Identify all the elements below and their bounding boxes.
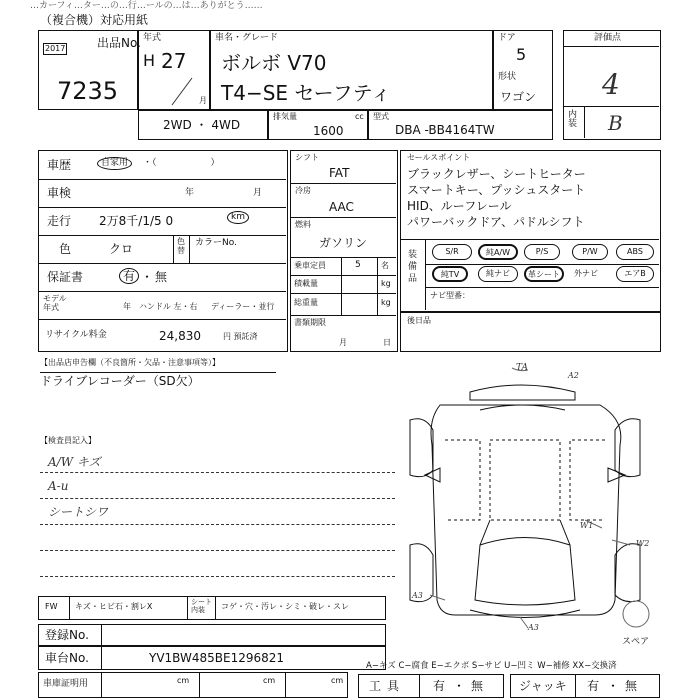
notes-text: ドライブレコーダー（SD欠） xyxy=(40,374,200,388)
drive-value: 2WD ・ 4WD xyxy=(163,118,241,132)
capacity-label: 乗車定員 xyxy=(294,261,326,270)
displacement-label: 排気量 xyxy=(273,112,297,121)
diagram-mark-w1: W1 xyxy=(580,521,594,530)
docs-month: 月 xyxy=(339,338,347,347)
mileage-unit: km xyxy=(227,211,249,224)
model-label: 車名・グレード xyxy=(215,33,279,43)
recycle-label: リサイクル料金 xyxy=(45,330,107,340)
registration-label: 登録No. xyxy=(45,628,89,642)
weight-unit: kg xyxy=(381,298,391,307)
registration-row xyxy=(38,624,386,646)
fuel-label: 燃料 xyxy=(295,220,311,229)
fw-label: FW xyxy=(45,602,58,611)
lot-label: 出品No. xyxy=(97,36,141,50)
color-value: クロ xyxy=(109,242,134,256)
model-name: ボルボ V70 xyxy=(221,51,327,75)
tools-yes: 有 xyxy=(433,679,446,693)
equip-navi: 純ナビ xyxy=(478,266,518,282)
doors-value: 5 xyxy=(516,45,527,64)
warranty-sep: ・ xyxy=(141,270,154,284)
inspection-month-unit: 月 xyxy=(253,188,263,198)
seat-interior-text: コゲ・穴・汚レ・シミ・破レ・スレ xyxy=(221,602,349,611)
sales-line-1: ブラックレザー、シートヒーター xyxy=(407,167,586,181)
body-type-label: 形状 xyxy=(498,72,517,82)
weight-label: 総重量 xyxy=(294,298,318,307)
rating-score: 4 xyxy=(602,68,620,101)
history-rest: ・（ ） xyxy=(143,158,220,168)
equip-tv: 純TV xyxy=(432,266,468,282)
inspector-line-3: シートシワ xyxy=(48,505,109,519)
warranty-yes: 有 xyxy=(119,268,139,284)
mileage-label: 走行 xyxy=(47,214,72,228)
docs-label: 書類期限 xyxy=(294,318,326,327)
lot-year-tag: 2017 xyxy=(45,44,66,53)
lot-number: 7235 xyxy=(57,77,119,105)
shift-value: FAT xyxy=(329,166,350,180)
diagram-mark-a3-left: A3 xyxy=(412,591,423,600)
ac-label: 冷房 xyxy=(295,186,311,195)
ac-value: AAC xyxy=(329,200,354,214)
docs-day: 日 xyxy=(383,338,391,347)
inspector-label: 【検査員記入】 xyxy=(40,436,96,445)
form-type-note: （複合機）対応用紙 xyxy=(40,13,149,27)
mileage-value: 2万8千/1/5 0 xyxy=(99,214,174,228)
color-label: 色 xyxy=(59,242,72,256)
year-value: 27 xyxy=(161,49,187,73)
inspection-label: 車検 xyxy=(47,186,72,200)
cert-label: 車庫証明用 xyxy=(43,679,89,689)
displacement-unit: cc xyxy=(355,112,364,121)
cert-row xyxy=(38,672,348,698)
load-label: 積載量 xyxy=(294,279,318,288)
equip-leather-seat: 革シート xyxy=(524,266,564,282)
fuel-value: ガソリン xyxy=(319,236,368,250)
chassis-label: 車台No. xyxy=(45,651,89,665)
warranty-no: 無 xyxy=(155,270,168,284)
interior-label: 内装 xyxy=(568,110,578,129)
inspection-year-unit: 年 xyxy=(185,188,195,198)
inspector-line-1: A/W キズ xyxy=(48,455,101,469)
equip-abs: ABS xyxy=(616,244,654,260)
recycle-unit: 円 預託済 xyxy=(223,332,258,341)
equip-airbag: エアB xyxy=(616,266,654,282)
equip-pw: P/W xyxy=(572,244,608,260)
cert-cm-2: cm xyxy=(263,676,276,685)
equip-alloy-wheel: 純A/W xyxy=(478,244,518,260)
model-code-label: 型式 xyxy=(373,112,389,121)
sales-line-3: HID、ルーフレール xyxy=(407,199,512,213)
capacity-unit: 名 xyxy=(381,261,389,270)
model-year-label: モデル年式 xyxy=(43,294,67,312)
history-label: 車歴 xyxy=(47,158,72,172)
recycle-value: 24,830 xyxy=(159,329,201,343)
jack-box: ジャッキ 有 ・ 無 xyxy=(510,674,660,698)
diagram-mark-ta: TA xyxy=(516,363,529,373)
tools-label: 工具 xyxy=(369,679,406,693)
load-unit: kg xyxy=(381,279,391,288)
top-partial-text: …カーフィ…ター…の…行…ールの…は…ありがとう…… xyxy=(30,1,263,11)
doors-label: ドア xyxy=(498,33,516,43)
color-code-label: カラーNo. xyxy=(195,238,237,248)
jack-yes: 有 xyxy=(587,679,600,693)
notes-label: 【出品店申告欄（不良箇所・欠品・注意事項等）】 xyxy=(40,358,220,367)
diagram-mark-w2: W2 xyxy=(636,539,650,548)
handle-label: ハンドル 左・右 xyxy=(139,302,198,311)
seat-interior-label: シート内装 xyxy=(191,598,212,614)
sales-line-4: パワーバックドア、パドルシフト xyxy=(407,215,585,229)
color-change-label: 色替 xyxy=(177,237,185,255)
jack-no: 無 xyxy=(625,679,638,693)
cert-cm-1: cm xyxy=(177,676,190,685)
import-label: ディーラー・並行 xyxy=(211,302,275,311)
model-year-unit: 年 xyxy=(123,302,131,311)
model-grade: T4−SE セーフティ xyxy=(221,81,391,105)
year-era: H xyxy=(143,51,156,70)
rating-label: 評価点 xyxy=(594,33,622,43)
sales-line-2: スマートキー、プッシュスタート xyxy=(407,183,586,197)
damage-legend: A−キズ C−腐食 E−エクボ S−サビ U−凹ミ W−補修 XX−交換済 xyxy=(366,661,617,671)
model-code-value: DBA -BB4164TW xyxy=(395,123,495,137)
tools-no: 無 xyxy=(471,679,484,693)
chassis-row xyxy=(38,646,386,670)
equip-sr: S/R xyxy=(432,244,472,260)
interior-grade: B xyxy=(608,111,623,135)
equip-ps: P/S xyxy=(524,244,560,260)
jack-label: ジャッキ xyxy=(519,679,567,693)
warranty-label: 保証書 xyxy=(47,270,84,284)
body-type-value: ワゴン xyxy=(500,90,537,104)
history-value: 自家用 xyxy=(97,157,132,170)
navi-model-label: ナビ型番： xyxy=(430,291,470,300)
capacity-value: 5 xyxy=(355,260,361,270)
spare-label: スペア xyxy=(622,637,650,647)
shift-label: シフト xyxy=(295,153,319,162)
year-label: 年式 xyxy=(143,33,162,43)
diagram-mark-a3-front: A3 xyxy=(528,623,539,632)
displacement-value: 1600 xyxy=(313,124,344,138)
inspector-line-2: A-u xyxy=(48,479,69,493)
sales-label: セールスポイント xyxy=(407,153,471,162)
fw-text: キズ・ヒビ石・割レX xyxy=(75,602,153,611)
cert-cm-3: cm xyxy=(331,676,344,685)
equip-ext-navi: 外ナビ xyxy=(574,269,598,278)
chassis-value: YV1BW485BE1296821 xyxy=(149,651,285,665)
tools-box: 工具 有 ・ 無 xyxy=(358,674,504,698)
year-month-suffix: 月 xyxy=(199,96,207,105)
diagram-mark-a2: A2 xyxy=(568,371,579,380)
damage-row xyxy=(38,596,386,620)
rear-item-label: 後日品 xyxy=(407,316,431,325)
equipment-label: 装備品 xyxy=(408,250,418,285)
